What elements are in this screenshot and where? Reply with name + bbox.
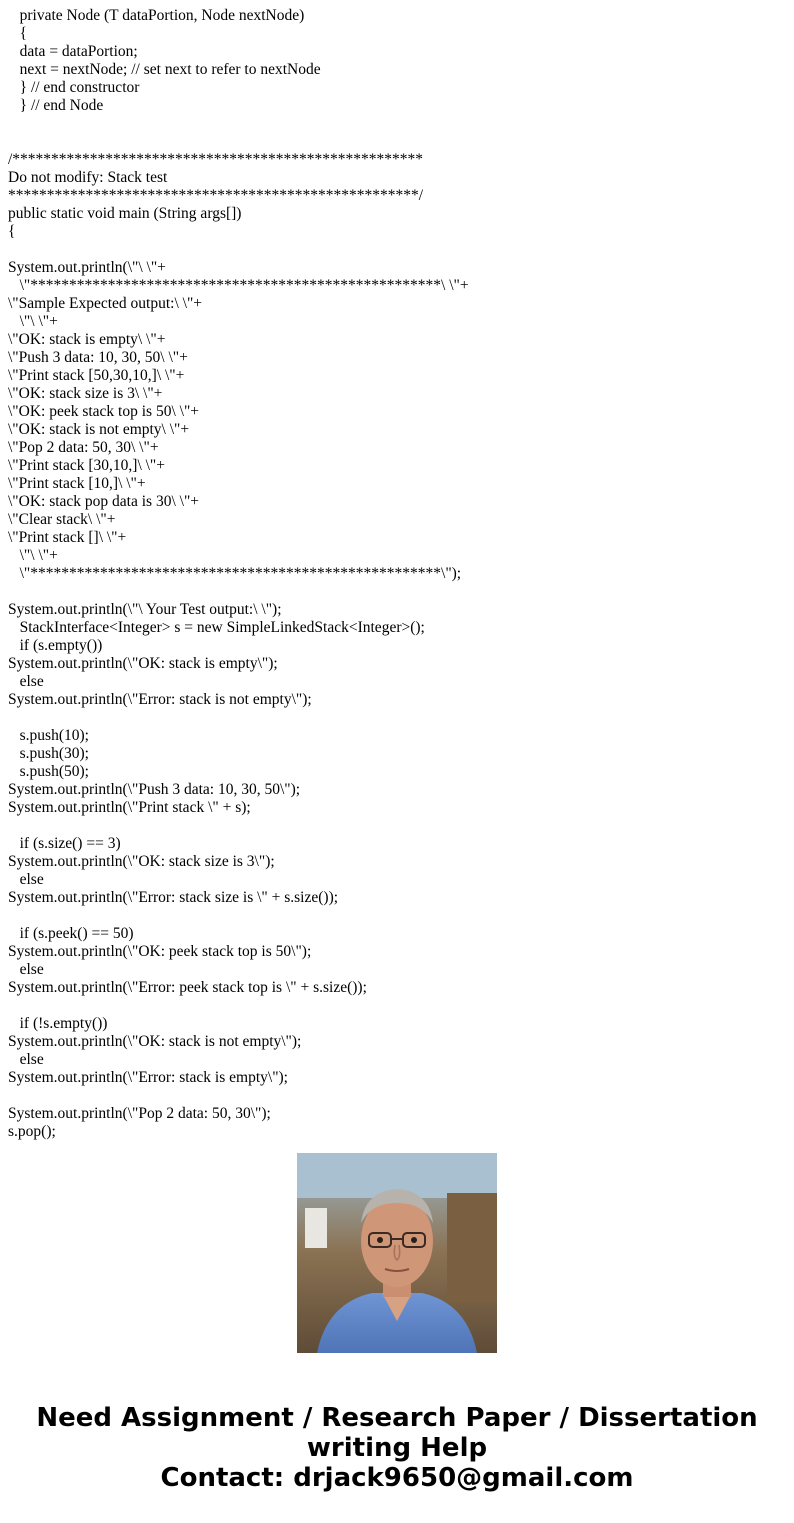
code-line: \"*****************************************************\ \"+ <box>8 277 469 294</box>
code-line: System.out.println(\"OK: stack is not empty\"); <box>8 1033 302 1050</box>
code-line: next = nextNode; // set next to refer to nextNode <box>8 61 321 78</box>
code-line: if (!s.empty()) <box>8 1015 108 1032</box>
promo-contact[interactable]: Contact: drjack9650@gmail.com <box>160 1463 634 1493</box>
code-line: \"Print stack [30,10,]\ \"+ <box>8 457 166 474</box>
code-line: \"OK: stack is not empty\ \"+ <box>8 421 190 438</box>
code-line: System.out.println(\"Pop 2 data: 50, 30\"); <box>8 1105 271 1122</box>
code-line: System.out.println(\"Print stack \" + s); <box>8 799 251 816</box>
code-line: else <box>8 961 44 978</box>
code-line: s.pop(); <box>8 1123 56 1140</box>
author-avatar <box>297 1153 497 1353</box>
code-line <box>8 241 788 259</box>
code-line: \"\ \"+ <box>8 547 58 564</box>
code-line: public static void main (String args[]) <box>8 205 242 222</box>
code-line: \"OK: stack size is 3\ \"+ <box>8 385 163 402</box>
code-line <box>8 907 788 925</box>
code-line <box>8 709 788 727</box>
code-line: System.out.println(\"\ Your Test output:\ \"); <box>8 601 282 618</box>
code-line: System.out.println(\"\ \"+ <box>8 259 166 276</box>
code-line <box>8 817 788 835</box>
code-line: System.out.println(\"Error: stack size is \" + s.size()); <box>8 889 339 906</box>
code-line: s.push(10); <box>8 727 89 744</box>
code-line: \"\ \"+ <box>8 313 58 330</box>
code-line: \"Pop 2 data: 50, 30\ \"+ <box>8 439 159 456</box>
code-line: else <box>8 673 44 690</box>
code-line: { <box>8 25 28 42</box>
code-line: \"Print stack [10,]\ \"+ <box>8 475 146 492</box>
code-line: System.out.println(\"OK: stack size is 3\"); <box>8 853 275 870</box>
code-line: if (s.peek() == 50) <box>8 925 134 942</box>
code-line: *****************************************************/ <box>8 187 424 204</box>
code-line: if (s.empty()) <box>8 637 103 654</box>
code-listing <box>8 7 788 1140</box>
code-line: System.out.println(\"Error: stack is empty\"); <box>8 1069 288 1086</box>
promo-line-2: writing Help <box>306 1433 488 1463</box>
code-line: \"Print stack [50,30,10,]\ \"+ <box>8 367 185 384</box>
promo-banner <box>0 1403 794 1493</box>
code-line: \"OK: stack pop data is 30\ \"+ <box>8 493 200 510</box>
code-line: System.out.println(\"Error: peek stack top is \" + s.size()); <box>8 979 367 996</box>
code-line: data = dataPortion; <box>8 43 138 60</box>
code-line: StackInterface<Integer> s = new SimpleLinkedStack<Integer>(); <box>8 619 425 636</box>
code-line: \"*****************************************************\"); <box>8 565 462 582</box>
code-line: \"OK: peek stack top is 50\ \"+ <box>8 403 200 420</box>
code-line: \"OK: stack is empty\ \"+ <box>8 331 166 348</box>
code-line: private Node (T dataPortion, Node nextNode) <box>8 7 305 24</box>
code-line: if (s.size() == 3) <box>8 835 121 852</box>
code-line <box>8 997 788 1015</box>
code-line: else <box>8 871 44 888</box>
code-line: s.push(50); <box>8 763 89 780</box>
code-line: s.push(30); <box>8 745 89 762</box>
code-line: \"Sample Expected output:\ \"+ <box>8 295 203 312</box>
code-line: { <box>8 223 16 240</box>
code-line: System.out.println(\"OK: stack is empty\"); <box>8 655 278 672</box>
code-line: /***************************************************** <box>8 151 424 168</box>
code-line: \"Push 3 data: 10, 30, 50\ \"+ <box>8 349 188 366</box>
code-line: else <box>8 1051 44 1068</box>
code-line: System.out.println(\"Push 3 data: 10, 30, 50\"); <box>8 781 301 798</box>
code-line: \"Print stack []\ \"+ <box>8 529 127 546</box>
code-line: } // end Node <box>8 97 104 114</box>
code-line <box>8 115 788 133</box>
code-line: } // end constructor <box>8 79 140 96</box>
code-line <box>8 1087 788 1105</box>
code-line: Do not modify: Stack test <box>8 169 168 186</box>
code-line: System.out.println(\"Error: stack is not empty\"); <box>8 691 312 708</box>
code-line: System.out.println(\"OK: peek stack top is 50\"); <box>8 943 312 960</box>
promo-line-1: Need Assignment / Research Paper / Dissertation <box>36 1403 758 1433</box>
code-line <box>8 583 788 601</box>
code-line: \"Clear stack\ \"+ <box>8 511 116 528</box>
code-line <box>8 133 788 151</box>
